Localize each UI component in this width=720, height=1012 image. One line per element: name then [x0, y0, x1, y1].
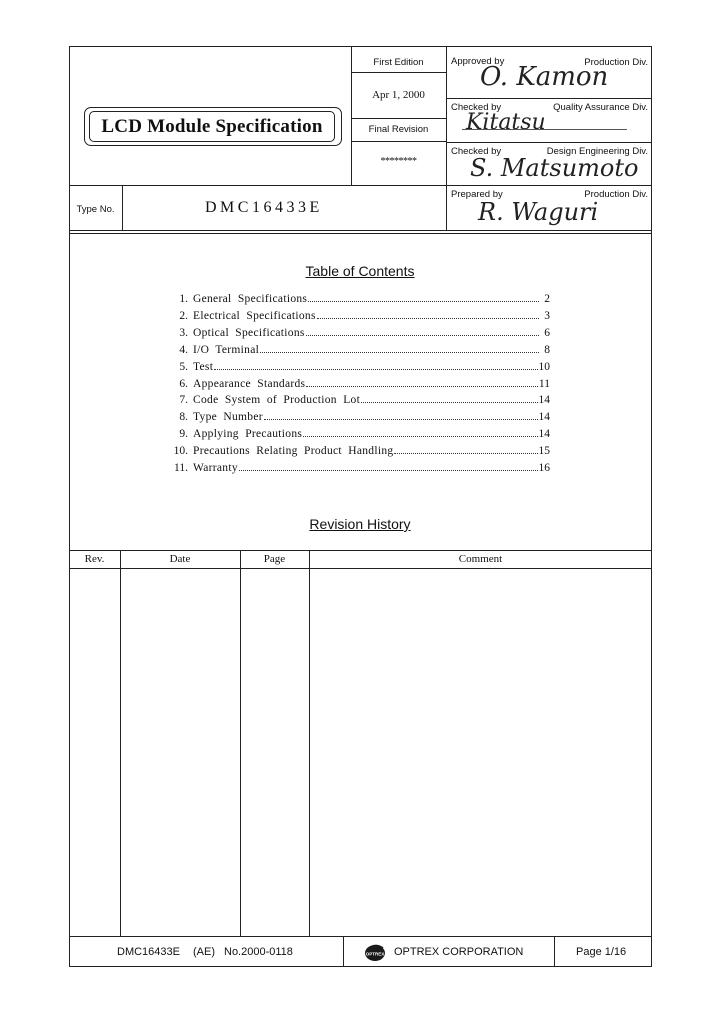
first-edition-date: Apr 1, 2000 [372, 89, 425, 101]
type-no-label: Type No. [76, 204, 115, 215]
toc-item [168, 390, 550, 406]
toc-leader-dots [361, 402, 537, 403]
toc-item-number: 11. [174, 462, 188, 474]
header-bottom-line-2 [69, 233, 652, 234]
edition-divider-1 [351, 72, 446, 73]
toc-item [168, 407, 550, 423]
edition-divider-3 [351, 141, 446, 142]
checked-by-label-2: Checked by [451, 146, 502, 157]
approved-signature: O. Kamon [480, 62, 609, 92]
footer-page: Page 1/16 [576, 946, 627, 958]
footer-doc-id: DMC16433E [117, 946, 180, 958]
toc-item [168, 424, 550, 440]
signature-stroke [462, 129, 627, 130]
toc-item-page: 6 [544, 326, 550, 339]
column-header-comment: Comment [458, 553, 503, 565]
footer-divider-2 [554, 936, 555, 967]
footer-ae: (AE) [193, 946, 215, 958]
approval-left-line [446, 46, 447, 230]
checked-signature-2: S. Matsumoto [470, 154, 639, 182]
prepared-by-label: Prepared by [451, 189, 503, 200]
footer-company: OPTREX CORPORATION [394, 946, 524, 958]
toc-item-label: Type Number [193, 411, 263, 424]
toc-item-page: 14 [538, 394, 550, 407]
revision-col-divider-3 [309, 550, 310, 936]
footer-doc-no: No.2000-0118 [224, 946, 293, 958]
toc-item-page: 10 [538, 360, 550, 373]
revision-col-divider-2 [240, 550, 241, 936]
toc-item-page: 8 [544, 343, 550, 356]
revision-table-bottom [69, 936, 652, 937]
toc-item-number: 2. [179, 309, 188, 322]
toc-item-number: 8. [179, 411, 188, 424]
toc-item-label: Optical Specifications [193, 326, 305, 339]
toc-item-number: 3. [179, 326, 188, 339]
toc-leader-dots [303, 436, 537, 437]
column-header-date: Date [169, 553, 191, 565]
approved-by-label: Approved by [451, 56, 505, 67]
footer-divider-1 [343, 936, 344, 967]
final-revision-label: Final Revision [368, 124, 429, 135]
toc-leader-dots [317, 318, 539, 319]
toc-item-page: 14 [538, 411, 550, 424]
toc-leader-dots [260, 352, 539, 353]
type-no-divider [122, 185, 123, 230]
toc-title: Table of Contents [305, 263, 415, 279]
header-bottom-line [69, 230, 652, 231]
first-edition-label: First Edition [373, 57, 424, 68]
revision-history-title: Revision History [309, 516, 411, 532]
final-revision-value: ******** [380, 156, 417, 167]
toc-item-number: 4. [179, 343, 188, 356]
revision-table-header-bottom [69, 568, 652, 569]
toc-item-label: Warranty [193, 462, 238, 474]
toc-item [168, 374, 550, 390]
checked-by-label-1: Checked by [451, 102, 502, 113]
toc-item-number: 6. [179, 377, 188, 390]
toc-leader-dots [394, 453, 537, 454]
approval-divider-1 [446, 98, 652, 99]
svg-text:OPTREX: OPTREX [365, 951, 385, 957]
column-header-rev: Rev. [84, 553, 105, 565]
prepared-by-dept: Production Div. [584, 189, 648, 200]
optrex-logo-icon [364, 941, 386, 963]
toc-item-number: 9. [179, 428, 188, 441]
toc-item-label: Test [193, 360, 214, 373]
checked-signature-1: Kitatsu [466, 110, 546, 135]
toc-leader-dots [308, 301, 539, 302]
column-header-page: Page [263, 553, 286, 565]
toc-item [168, 306, 550, 322]
toc-item-page: 3 [544, 309, 550, 322]
toc-item [168, 289, 550, 305]
edition-divider-2 [351, 118, 446, 119]
toc-item-number: 1. [179, 293, 188, 305]
toc-item-page: 15 [538, 445, 550, 458]
approved-by-dept: Production Div. [584, 57, 648, 68]
toc-item [168, 323, 550, 339]
type-no-value: DMC16433E [205, 199, 323, 216]
toc-item-label: Applying Precautions [193, 428, 303, 441]
toc-item [168, 340, 550, 356]
toc-item-label: Code System of Production Lot [193, 394, 361, 407]
toc-leader-dots [264, 419, 538, 420]
checked-by-dept-2: Design Engineering Div. [546, 146, 648, 157]
toc-item-page: 11 [538, 377, 550, 390]
toc-item-page: 14 [538, 428, 550, 441]
toc-item-label: I/O Terminal [193, 343, 260, 356]
prepared-signature: R. Waguri [478, 198, 599, 226]
toc-leader-dots [306, 335, 539, 336]
toc-item-label: General Specifications [193, 293, 308, 305]
toc-item-number: 10. [173, 445, 188, 458]
document-title: LCD Module Specification [89, 111, 335, 142]
toc-item [168, 357, 550, 373]
toc-item-number: 5. [179, 360, 188, 373]
toc-item [168, 458, 550, 474]
checked-by-dept-1: Quality Assurance Div. [553, 102, 648, 113]
toc-item-page: 16 [538, 462, 550, 474]
toc-leader-dots [214, 369, 537, 370]
toc-item-label: Appearance Standards [193, 377, 306, 390]
revision-col-divider-1 [120, 550, 121, 936]
toc-leader-dots [306, 386, 538, 387]
toc-item [168, 441, 550, 457]
toc-item-page: 2 [544, 293, 550, 305]
toc-item-number: 7. [179, 394, 188, 407]
toc-item-label: Precautions Relating Product Handling [193, 445, 394, 458]
approval-divider-2 [446, 142, 652, 143]
toc-leader-dots [239, 470, 538, 471]
header-divider [69, 185, 652, 186]
toc-item-label: Electrical Specifications [193, 309, 316, 322]
